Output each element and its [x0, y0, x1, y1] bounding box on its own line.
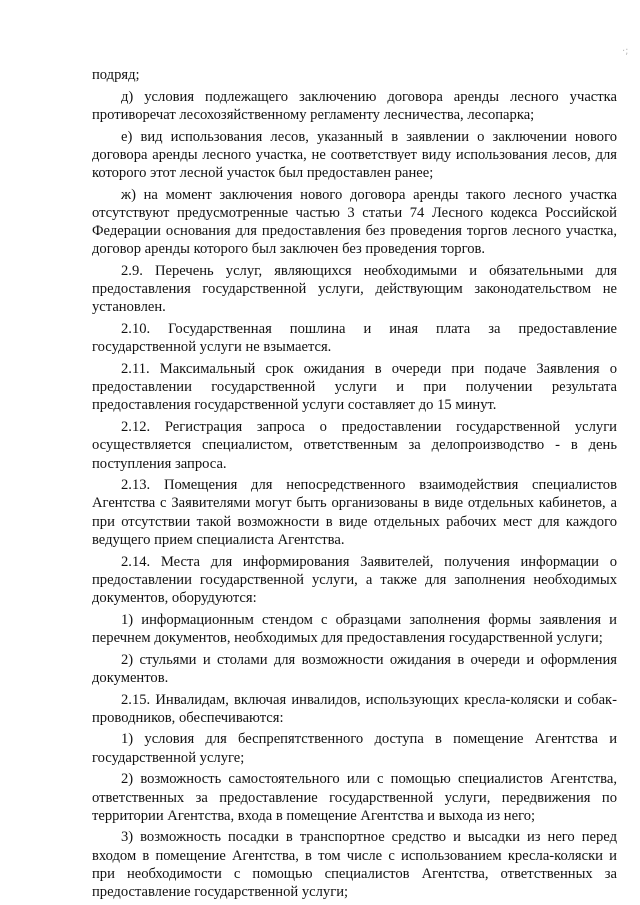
paragraph: 2.11. Максимальный срок ожидания в очереди при подаче Заявления о предоставлении государственной услуги и при получении результата предоставления государственной услуги составляет до 15 минут.	[92, 361, 617, 414]
paragraph: 2.9. Перечень услуг, являющихся необходимыми и обязательными для предоставления государственной услуги, действующим законодательством не установлен.	[92, 263, 617, 316]
paragraph: 3) возможность посадки в транспортное средство и высадки из него перед входом в помещение Агентства, в том числе с использованием кресла-коляски и при необходимости с помощью специалистов Агентства, ответственных за предоставление государственной услуги;	[92, 829, 617, 901]
paragraph: 2.15. Инвалидам, включая инвалидов, использующих кресла-коляски и собак-проводников, обеспечиваются:	[92, 691, 617, 726]
paragraph: подряд;	[92, 67, 140, 83]
paragraph: ж) на момент заключения нового договора аренды такого лесного участка отсутствуют предусмотренные частью 3 статьи 74 Лесного кодекса Российской Федерации основания для предоставления без проведения торгов лесного участка, договор аренды которого был заключен без проведения торгов.	[92, 186, 617, 258]
paragraph: д) условия подлежащего заключению договора аренды лесного участка противоречат лесохозяйственному регламенту лесничества, лесопарка;	[92, 88, 617, 123]
paragraph: 2.14. Места для информирования Заявителей, получения информации о предоставлении государственной услуги, а также для заполнения необходимых документов, оборудуются:	[92, 553, 617, 606]
paragraph: 2.13. Помещения для непосредственного взаимодействия специалистов Агентства с Заявителями могут быть организованы в виде отдельных кабинетов, а при отсутствии такой возможности в виде отдельных рабочих мест для каждого ведущего прием специалиста Агентства.	[92, 477, 617, 548]
paragraph: е) вид использования лесов, указанный в заявлении о заключении нового договора аренды лесного участка, не соответствует виду использования лесов, для которого этот лесной участок был предоставлен ранее;	[92, 128, 617, 182]
paragraph: 2.10. Государственная пошлина и иная плата за предоставление государственной услуги не взымается.	[92, 321, 617, 356]
paragraph: 2.12. Регистрация запроса о предоставлении государственной услуги осуществляется специалистом, ответственным за делопроизводство - в день поступления запроса.	[92, 419, 617, 472]
corner-mark: ·;	[622, 46, 629, 57]
document-body	[92, 66, 617, 905]
paragraph: 1) информационным стендом с образцами заполнения формы заявления и перечнем документов, необходимых для предоставления государственной услуги;	[92, 611, 617, 646]
paragraph: 1) условия для беспрепятственного доступа в помещение Агентства и государственной услуге;	[92, 731, 617, 766]
paragraph: 2) стульями и столами для возможности ожидания в очереди и оформления документов.	[92, 651, 617, 686]
paragraph: 2) возможность самостоятельного или с помощью специалистов Агентства, ответственных за предоставление государственной услуги, передвижения по территории Агентства, входа в помещение Агентства и выхода из него;	[92, 771, 617, 824]
